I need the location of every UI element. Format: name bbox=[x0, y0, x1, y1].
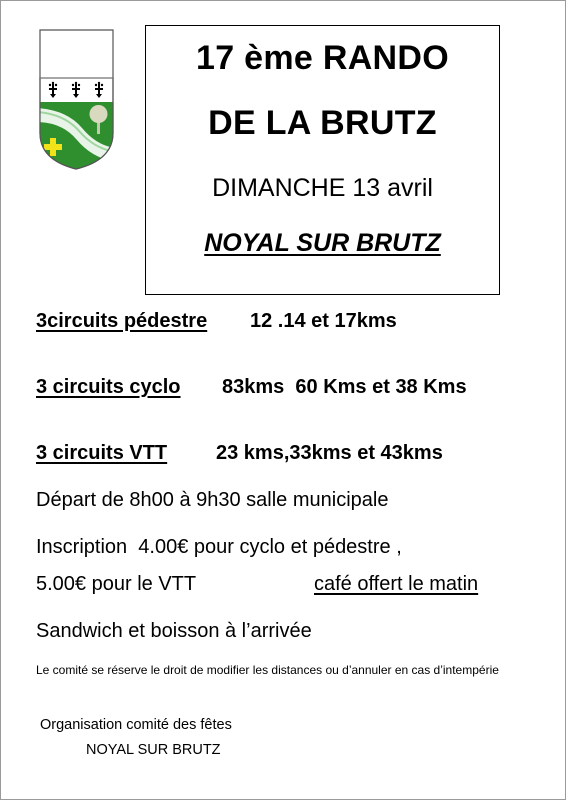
title-line1: 17 ème RANDO bbox=[195, 39, 450, 77]
depart-info: Départ de 8h00 à 9h30 salle municipale bbox=[36, 489, 389, 511]
vtt-values: 23 kms,33kms et 43kms bbox=[216, 442, 443, 464]
event-date: DIMANCHE 13 avril bbox=[212, 174, 433, 202]
event-place bbox=[146, 229, 499, 258]
circuit-pedestre bbox=[36, 310, 207, 333]
sandwich-info: Sandwich et boisson à l’arrivée bbox=[36, 620, 312, 642]
title-box bbox=[145, 25, 500, 295]
organisation-line2: NOYAL SUR BRUTZ bbox=[86, 742, 221, 758]
cafe-offer: café offert le matin bbox=[314, 573, 479, 595]
pedestre-values: 12 .14 et 17kms bbox=[250, 310, 397, 332]
vtt-label: 3 circuits VTT bbox=[36, 442, 168, 464]
circuit-cyclo bbox=[36, 376, 181, 399]
title-line2: DE LA BRUTZ bbox=[208, 104, 437, 142]
crest-logo bbox=[37, 28, 116, 170]
cyclo-label: 3 circuits cyclo bbox=[36, 376, 181, 398]
pedestre-label: 3circuits pédestre bbox=[36, 310, 208, 332]
disclaimer: Le comité se réserve le droit de modifier les distances ou d’annuler en cas d’intempérie bbox=[36, 663, 499, 677]
event-place-text: NOYAL SUR BRUTZ bbox=[204, 229, 441, 257]
organisation-line1: Organisation comité des fêtes bbox=[40, 717, 232, 733]
coat-of-arms-icon bbox=[37, 28, 116, 170]
circuit-vtt bbox=[36, 442, 167, 465]
cyclo-values: 83kms 60 Kms et 38 Kms bbox=[222, 376, 467, 398]
inscription-line1: Inscription 4.00€ pour cyclo et pédestre , bbox=[36, 536, 402, 558]
inscription-line2: 5.00€ pour le VTT bbox=[36, 573, 197, 595]
